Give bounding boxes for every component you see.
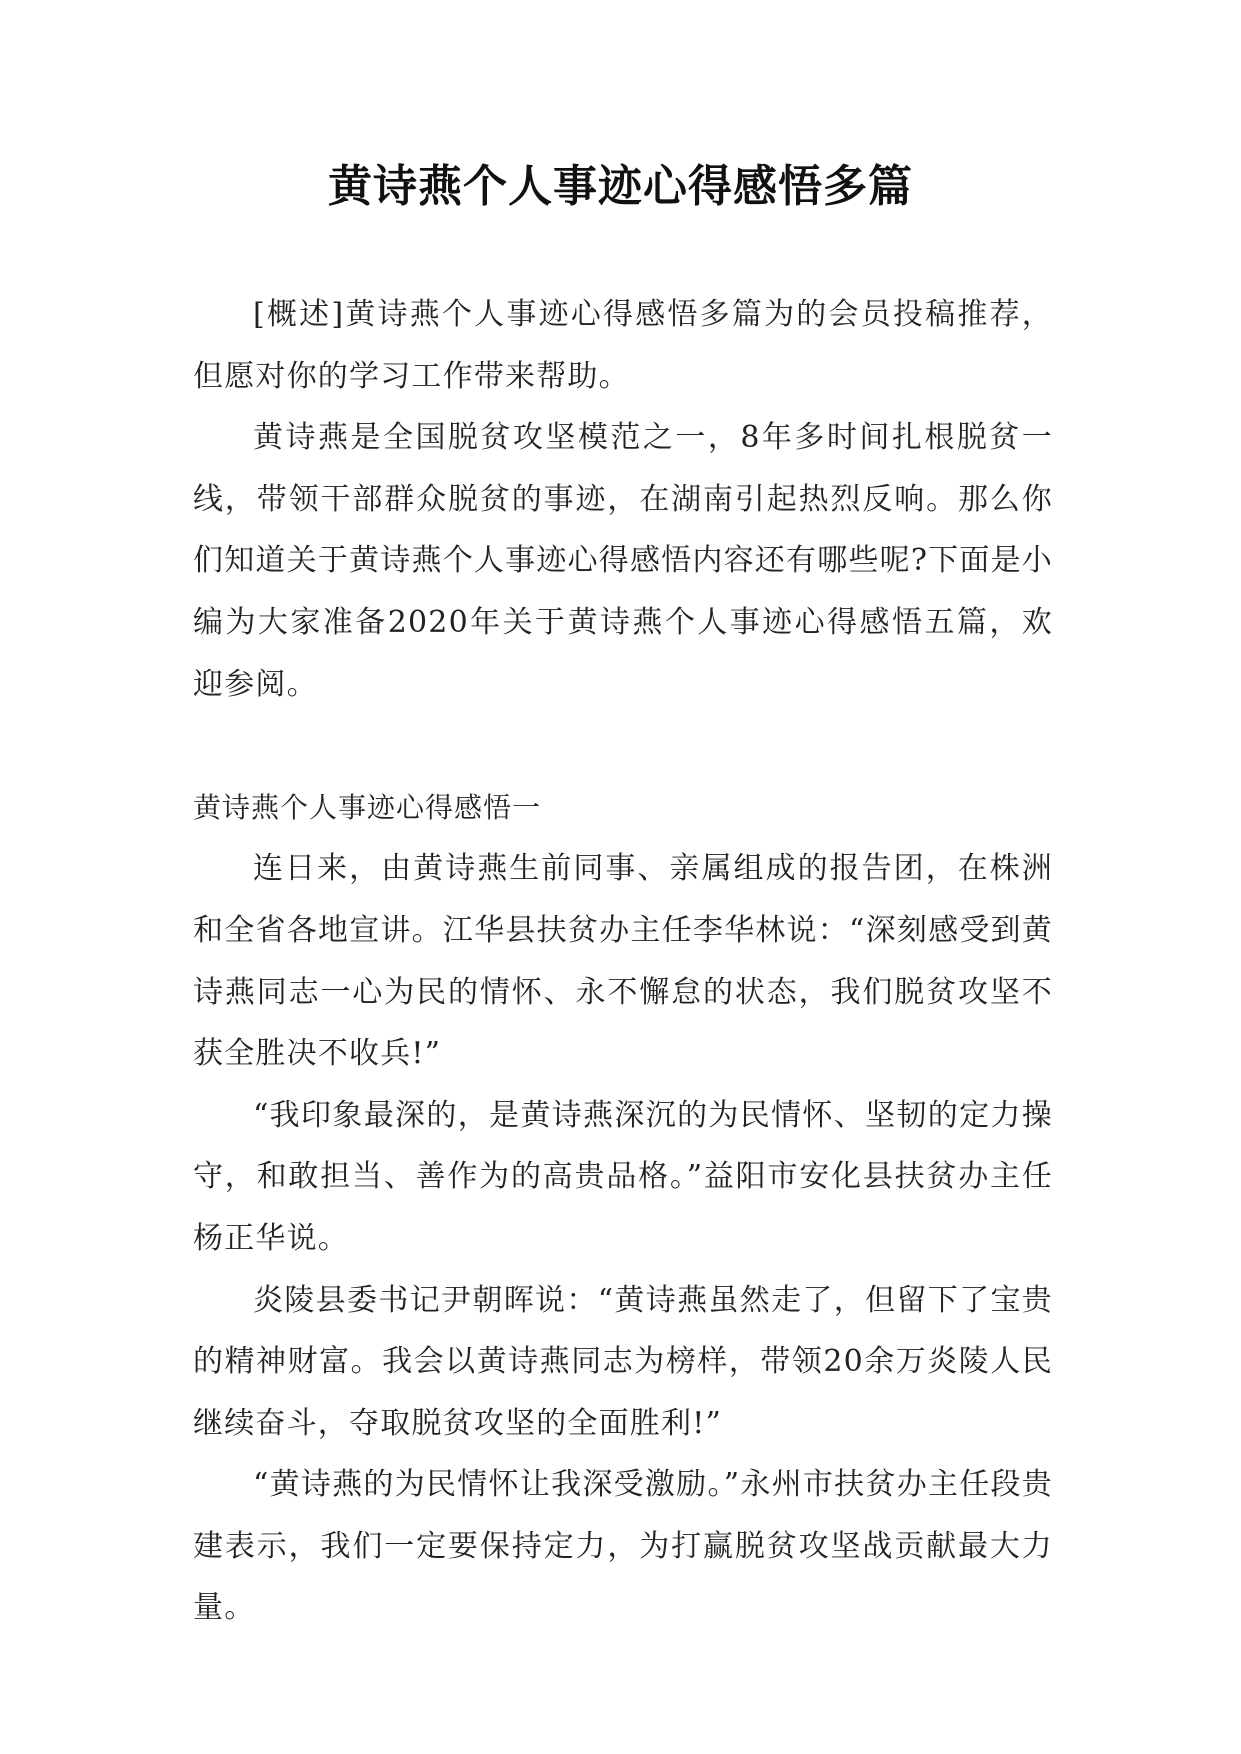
document-body — [193, 284, 1053, 1639]
section-heading: 黄诗燕个人事迹心得感悟一 — [193, 790, 542, 824]
body-paragraph-4: “黄诗燕的为民情怀让我深受激励。”永州市扶贫办主任段贵建表示，我们一定要保持定力，为打赢脱贫攻坚战贡献最大力量。 — [193, 1467, 1053, 1626]
body-paragraph-2: “我印象最深的，是黄诗燕深沉的为民情怀、坚韧的定力操守，和敢担当、善作为的高贵品格。”益阳市安化县扶贫办主任杨正华说。 — [193, 1097, 1053, 1256]
section-spacer — [193, 715, 1053, 777]
body-paragraph-3: 炎陵县委书记尹朝晖说：“黄诗燕虽然走了，但留下了宝贵的精神财富。我会以黄诗燕同志为榜样，带领20余万炎陵人民继续奋斗，夺取脱贫攻坚的全面胜利!” — [193, 1282, 1053, 1441]
body-paragraph-1: 连日来，由黄诗燕生前同事、亲属组成的报告团，在株洲和全省各地宣讲。江华县扶贫办主任李华林说：“深刻感受到黄诗燕同志一心为民的情怀、永不懈怠的状态，我们脱贫攻坚不获全胜决不收兵!” — [193, 851, 1053, 1072]
document-title: 黄诗燕个人事迹心得感悟多篇 — [328, 161, 913, 212]
summary-paragraph: [概述]黄诗燕个人事迹心得感悟多篇为的会员投稿推荐，但愿对你的学习工作带来帮助。 — [193, 297, 1053, 394]
intro-paragraph: 黄诗燕是全国脱贫攻坚模范之一，8年多时间扎根脱贫一线，带领干部群众脱贫的事迹，在湖南引起热烈反响。那么你们知道关于黄诗燕个人事迹心得感悟内容还有哪些呢?下面是小编为大家准备2020年关于黄诗燕个人事迹心得感悟五篇，欢迎参阅。 — [193, 420, 1053, 702]
